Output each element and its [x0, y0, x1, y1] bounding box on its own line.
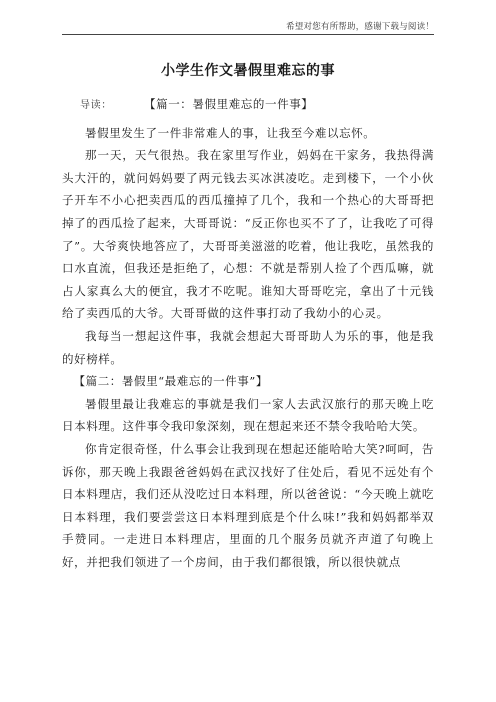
paragraph: 那一天，天气很热。我在家里写作业，妈妈在干家务，我热得满头大汗的，就问妈妈要了两元钱去买冰淇凌吃。走到楼下，一个小伙子开车不小心把卖西瓜的西瓜撞掉了几个，我和一个热心的大哥哥把掉了的西瓜捡了起来，大哥哥说：“反正你也买不了了，让我吃了可得了”。大爷爽快地答应了，大哥哥美滋滋的吃着，他让我吃，虽然我的口水直流，但我还是拒绝了，心想：不就是帮别人捡了个西瓜嘛，就占人家真么大的便宜，我才不吃呢。谁知大哥哥吃完，拿出了十元钱给了卖西瓜的大爷。大哥哥做的这件事打动了我幼小的心灵。	[62, 148, 434, 321]
lead-label: 导读：	[80, 100, 112, 111]
section-heading-1: 【篇一：暑假里难忘的一件事】	[144, 97, 314, 111]
paragraph: 你肯定很奇怪，什么事会让我到现在想起还能哈哈大笑?呵呵，告诉你，那天晚上我跟爸爸妈妈在武汉找好了住处后，看见不远处有个日本料理店，我们还从没吃过日本料理，所以爸爸说：“今天晚上就吃日本料理，我们要尝尝这日本料理到底是个什么味!”我和妈妈都举双手赞同。一走进日本料理店，里面的几个服务员就齐声道了句晚上好，并把我们领进了一个房间，由于我们都很饿，所以很快就点	[62, 441, 434, 569]
paragraph: 暑假里发生了一件非常难人的事，让我至今难以忘怀。	[85, 125, 376, 140]
document-title: 小学生作文暑假里难忘的事	[161, 63, 335, 79]
paragraph: 我每当一想起这件事，我就会想起大哥哥助人为乐的事，他是我的好榜样。	[62, 328, 434, 366]
header-note: 希望对您有所帮助，感谢下载与阅读！	[286, 22, 434, 32]
section-heading-2: 【篇二：暑假里“最难忘的一件事”】	[73, 374, 268, 389]
document-body	[62, 93, 434, 573]
lead-row	[62, 93, 434, 118]
paragraph: 暑假里最让我难忘的事就是我们一家人去武汉旅行的那天晚上吃日本料理。这件事令我印象深刻，现在想起来还不禁令我哈哈大笑。	[62, 396, 434, 434]
header-divider	[62, 34, 434, 35]
